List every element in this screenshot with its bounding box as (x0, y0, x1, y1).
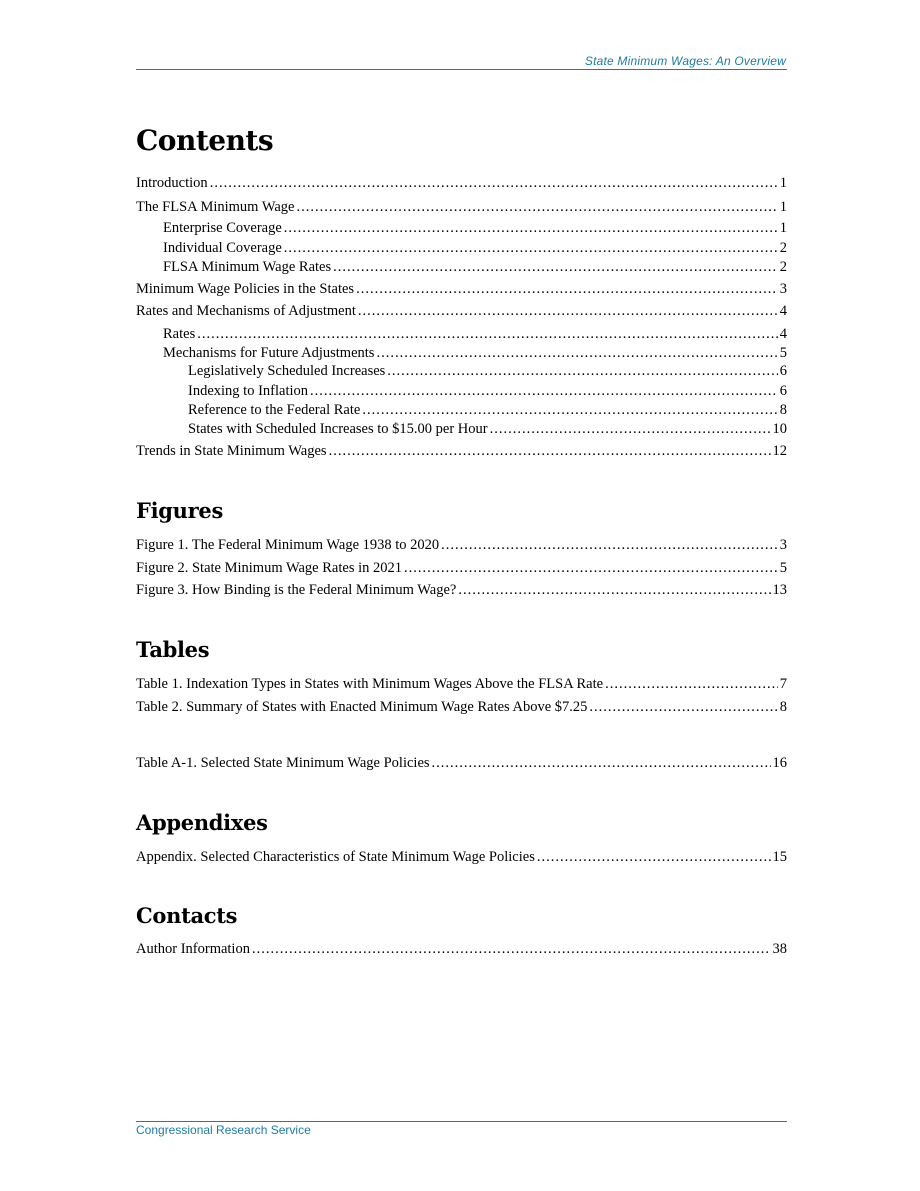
dot-leader (441, 534, 778, 556)
dot-leader (458, 579, 770, 601)
toc-entry-label: Figure 2. State Minimum Wage Rates in 2021 (136, 560, 402, 576)
toc-entry-page: 3 (779, 281, 787, 297)
toc-entry-appendix[interactable] (136, 846, 787, 868)
toc-entry-label: Introduction (136, 175, 208, 191)
toc-entry-state-policies[interactable] (136, 278, 787, 300)
contents-heading: Contents (136, 124, 274, 157)
toc-entry-page: 12 (772, 443, 787, 459)
toc-entry-page: 13 (772, 582, 787, 598)
toc-entry-label: The FLSA Minimum Wage (136, 199, 295, 215)
toc-entry-page: 3 (779, 537, 787, 553)
toc-entry-flsa-minimum-wage[interactable] (136, 196, 787, 218)
toc-entry-author-information[interactable] (136, 938, 787, 960)
toc-entry-label: Legislatively Scheduled Increases (188, 363, 386, 379)
toc-entry-page: 38 (772, 941, 787, 957)
toc-entry-label: Figure 3. How Binding is the Federal Minimum Wage? (136, 582, 457, 598)
toc-entry-page: 6 (779, 363, 787, 379)
toc-entry-label: Mechanisms for Future Adjustments (163, 345, 375, 361)
contacts-heading: Contacts (136, 903, 238, 928)
toc-entry-label: Author Information (136, 941, 250, 957)
toc-entry-label: FLSA Minimum Wage Rates (163, 259, 332, 275)
toc-entry-page: 1 (779, 220, 787, 236)
toc-entry-enterprise-coverage[interactable] (163, 217, 787, 239)
toc-entry-rates-mechanisms[interactable] (136, 300, 787, 322)
toc-entry-page: 10 (772, 421, 787, 437)
toc-entry-label: Table 2. Summary of States with Enacted Minimum Wage Rates Above $7.25 (136, 699, 588, 715)
toc-entry-page: 1 (779, 199, 787, 215)
dot-leader (210, 172, 778, 194)
appendixes-heading: Appendixes (136, 810, 268, 835)
dot-leader (252, 938, 771, 960)
header-rule (136, 69, 787, 70)
toc-entry-page: 5 (779, 560, 787, 576)
dot-leader (387, 360, 777, 382)
dot-leader (432, 752, 771, 774)
toc-entry-page: 15 (772, 849, 787, 865)
footer-rule (136, 1121, 787, 1122)
toc-entry-figure-2[interactable] (136, 557, 787, 579)
toc-entry-label: Minimum Wage Policies in the States (136, 281, 355, 297)
dot-leader (356, 278, 778, 300)
toc-entry-label: Rates (163, 326, 196, 342)
figures-heading: Figures (136, 498, 223, 523)
running-header-title: State Minimum Wages: An Overview (584, 54, 786, 68)
toc-entry-trends[interactable] (136, 440, 787, 462)
toc-entry-label: Figure 1. The Federal Minimum Wage 1938 to 2020 (136, 537, 440, 553)
toc-entry-label: Trends in State Minimum Wages (136, 443, 327, 459)
dot-leader (490, 418, 771, 440)
toc-entry-label: Table A-1. Selected State Minimum Wage Policies (136, 755, 430, 771)
footer-org-name: Congressional Research Service (136, 1123, 311, 1137)
dot-leader (333, 256, 778, 278)
toc-entry-page: 2 (779, 259, 787, 275)
dot-leader (296, 196, 777, 218)
toc-entry-page: 16 (772, 755, 787, 771)
toc-entry-table-a1[interactable] (136, 752, 787, 774)
toc-entry-page: 4 (779, 303, 787, 319)
toc-entry-figure-1[interactable] (136, 534, 787, 556)
toc-entry-table-2[interactable] (136, 696, 787, 718)
toc-entry-introduction[interactable] (136, 172, 787, 194)
toc-entry-label: Indexing to Inflation (188, 383, 309, 399)
toc-entry-label: Appendix. Selected Characteristics of State Minimum Wage Policies (136, 849, 535, 865)
toc-entry-label: Individual Coverage (163, 240, 282, 256)
dot-leader (358, 300, 778, 322)
dot-leader (605, 673, 778, 695)
toc-entry-label: Rates and Mechanisms of Adjustment (136, 303, 356, 319)
toc-entry-label: States with Scheduled Increases to $15.00 per Hour (188, 421, 488, 437)
toc-entry-page: 7 (779, 676, 787, 692)
toc-entry-page: 2 (779, 240, 787, 256)
dot-leader (284, 217, 778, 239)
dot-leader (537, 846, 771, 868)
dot-leader (589, 696, 777, 718)
dot-leader (404, 557, 778, 579)
toc-entry-legislative-increases[interactable] (188, 360, 787, 382)
dot-leader (329, 440, 771, 462)
toc-entry-page: 8 (779, 402, 787, 418)
toc-entry-figure-3[interactable] (136, 579, 787, 601)
tables-heading: Tables (136, 637, 210, 662)
toc-entry-flsa-rates[interactable] (163, 256, 787, 278)
toc-entry-label: Enterprise Coverage (163, 220, 282, 236)
toc-entry-page: 4 (779, 326, 787, 342)
toc-entry-table-1[interactable] (136, 673, 787, 695)
toc-entry-page: 6 (779, 383, 787, 399)
toc-entry-page: 5 (779, 345, 787, 361)
toc-entry-label: Reference to the Federal Rate (188, 402, 361, 418)
toc-entry-page: 8 (779, 699, 787, 715)
toc-entry-page: 1 (779, 175, 787, 191)
toc-entry-15-dollar-states[interactable] (188, 418, 787, 440)
toc-entry-label: Table 1. Indexation Types in States with Minimum Wages Above the FLSA Rate (136, 676, 604, 692)
